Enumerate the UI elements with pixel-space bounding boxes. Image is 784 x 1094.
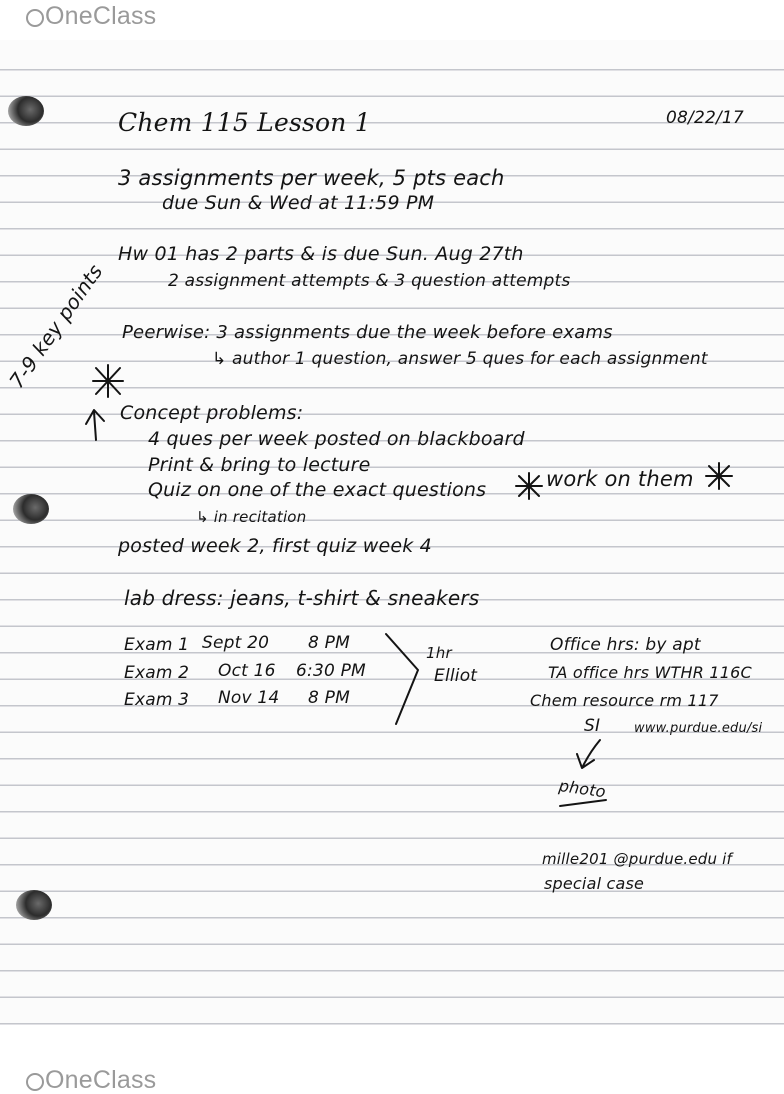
exam-time: 8 PM <box>308 688 350 708</box>
oneclass-logo-icon <box>26 1073 44 1091</box>
resource-ta-office-hours: TA office hrs WTHR 116C <box>548 663 752 682</box>
exam-time: 6:30 PM <box>296 661 366 681</box>
exam-name: Exam 1 <box>124 635 190 655</box>
note-concept-line1: 4 ques per week posted on blackboard <box>148 428 525 450</box>
side-note-key-points: 7-9 key points <box>4 259 108 393</box>
exam-location: Elliot <box>434 666 478 686</box>
binder-hole-icon <box>8 96 44 126</box>
exam-time: 8 PM <box>308 633 350 653</box>
note-concept-posted: posted week 2, first quiz week 4 <box>118 535 432 557</box>
note-concept-emphasis: work on them <box>546 467 694 491</box>
exam-duration: 1hr <box>426 644 452 662</box>
note-concept-line3: Quiz on one of the exact questions <box>148 479 487 501</box>
exam-name: Exam 3 <box>124 690 190 710</box>
resource-si-url: www.purdue.edu/si <box>634 721 763 736</box>
note-concept-line4: ↳ in recitation <box>196 508 307 526</box>
oneclass-brand-text: OneClass <box>45 2 157 30</box>
note-assignments-line2: due Sun & Wed at 11:59 PM <box>162 192 435 214</box>
note-peerwise-line2: ↳ author 1 question, answer 5 ques for each assignment <box>212 349 708 369</box>
oneclass-brand-text: OneClass <box>45 1066 157 1094</box>
note-concept-heading: Concept problems: <box>120 402 304 424</box>
binder-hole-icon <box>13 494 49 524</box>
note-hw01-line1: Hw 01 has 2 parts & is due Sun. Aug 27th <box>118 243 524 265</box>
resource-office-hours: Office hrs: by apt <box>550 635 701 655</box>
oneclass-logo-bottom <box>26 1066 156 1094</box>
note-peerwise-line1: Peerwise: 3 assignments due the week before exams <box>122 322 613 343</box>
page-title: Chem 115 Lesson 1 <box>118 108 371 137</box>
note-lab-dress: lab dress: jeans, t-shirt & sneakers <box>124 586 480 610</box>
contact-email: mille201 @purdue.edu if <box>542 850 733 868</box>
note-concept-line2: Print & bring to lecture <box>148 454 371 476</box>
exam-date: Oct 16 <box>218 661 276 681</box>
exam-date: Sept 20 <box>202 633 270 653</box>
note-assignments-line1: 3 assignments per week, 5 pts each <box>118 166 505 190</box>
exam-name: Exam 2 <box>124 663 190 683</box>
contact-note: special case <box>544 874 645 893</box>
oneclass-logo-icon <box>26 9 44 27</box>
resource-si: SI <box>584 716 601 736</box>
resource-photo: photo <box>557 776 607 802</box>
note-hw01-line2: 2 assignment attempts & 3 question attempts <box>168 271 571 291</box>
resource-chem-room: Chem resource rm 117 <box>530 691 719 710</box>
oneclass-logo-top <box>26 2 156 31</box>
page-date: 08/22/17 <box>666 108 744 128</box>
exam-date: Nov 14 <box>218 688 280 708</box>
binder-hole-icon <box>16 890 52 920</box>
